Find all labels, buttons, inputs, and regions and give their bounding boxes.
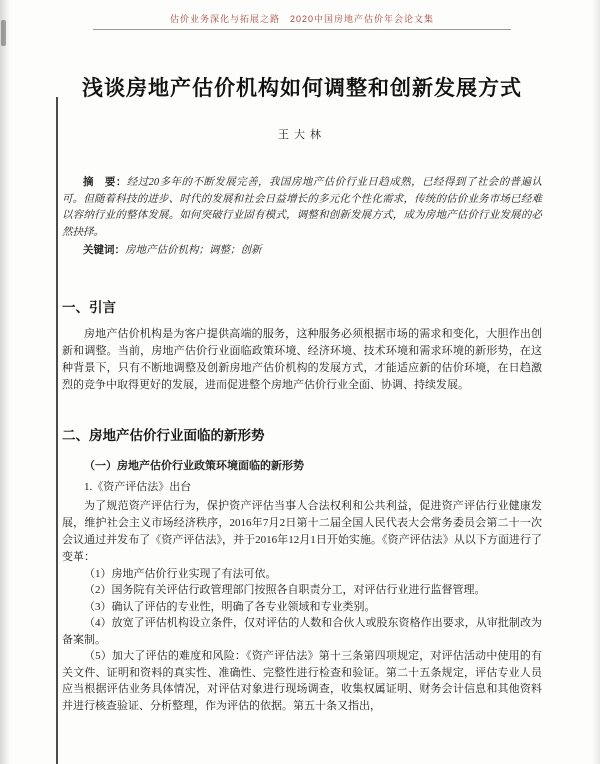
list-item-3: （3）确认了评估的专业性，明确了各专业领域和专业类别。 — [84, 600, 376, 613]
section-heading-2: 二、房地产估价行业面临的新形势 — [62, 427, 265, 443]
point-title: 1.《资产评估法》出台 — [84, 480, 192, 493]
list-item-5: （5）加大了评估的难度和风险：《资产评估法》第十三条第四项规定，对评估活动中使用的有关文件、证明和资料的真实性、准确性、完整性进行检查和验证。第二十五条规定，评估专业人员应当根据评估业务具体情况，对评估对象进行现场调查，收集权属证明、财务会计信息和其他资料并进行核查验证、分析整理，作为评估的依据。第五十条又指出， — [62, 650, 542, 712]
section-heading-intro: 一、引言 — [62, 299, 116, 315]
intro-paragraph: 房地产估价机构是为客户提供高端的服务，这种服务必须根据市场的需求和变化，大胆作出创新和调整。当前，房地产估价行业面临政策环境、经济环境、技术环境和需求环境的新形势，在这种背景下，只有不断地调整及创新房地产估价机构的发展方式，才能适应新的估价环境，在日趋激烈的竞争中取得更好的发展，进而促进整个房地产估价行业全面、协调、持续发展。 — [62, 327, 542, 391]
subsection-heading: （一）房地产估价行业政策环境面临的新形势 — [84, 459, 304, 472]
scan-smudge — [1, 20, 6, 46]
abstract-paragraph — [62, 174, 542, 241]
abstract-text: 经过20多年的不断发展完善，我国房地产估价行业日趋成熟，已经得到了社会的普遍认可。但随着科技的进步、时代的发展和社会日益增长的多元化个性化需求，传统的估价业务市场已经难以容纳行业的整体发展。如何突破行业固有模式，调整和创新发展方式，成为房地产估价行业发展的必然抉择。 — [62, 177, 543, 238]
list-item-1: （1）房地产估价行业实现了有法可依。 — [84, 567, 277, 580]
list-item-4: （4）放宽了评估机构设立条件，仅对评估的人数和合伙人或股东资格作出要求，从审批制改为备案制。 — [62, 617, 542, 646]
keywords-paragraph — [62, 242, 542, 260]
keywords-label: 关键词： — [83, 244, 125, 256]
list-item-2: （2）国务院有关评估行政管理部门按照各自职责分工，对评估行业进行监督管理。 — [84, 584, 486, 596]
running-head: 估价业务深化与拓展之路 2020中国房地产估价年会论文集 — [169, 14, 435, 24]
header-rule — [93, 29, 511, 30]
policy-paragraph: 为了规范资产评估行为，保护资产评估当事人合法权利和公共利益，促进资产评估行业健康发展，维护社会主义市场经济秩序，2016年7月2日第十二届全国人民代表大会常务委员会第二十一次会议通过并发布了《资产评估法》，并于2016年12月1日开始实施。《资产评估法》从以下方面进行了变革： — [62, 499, 542, 563]
abstract-label: 摘 要： — [83, 176, 127, 188]
article-author: 王大林 — [278, 129, 326, 141]
abstract-block — [62, 174, 542, 260]
article-title: 浅谈房地产估价机构如何调整和创新发展方式 — [82, 77, 522, 100]
keywords-text: 房地产估价机构；调整；创新 — [125, 245, 262, 256]
scan-artifact-line — [56, 97, 58, 764]
